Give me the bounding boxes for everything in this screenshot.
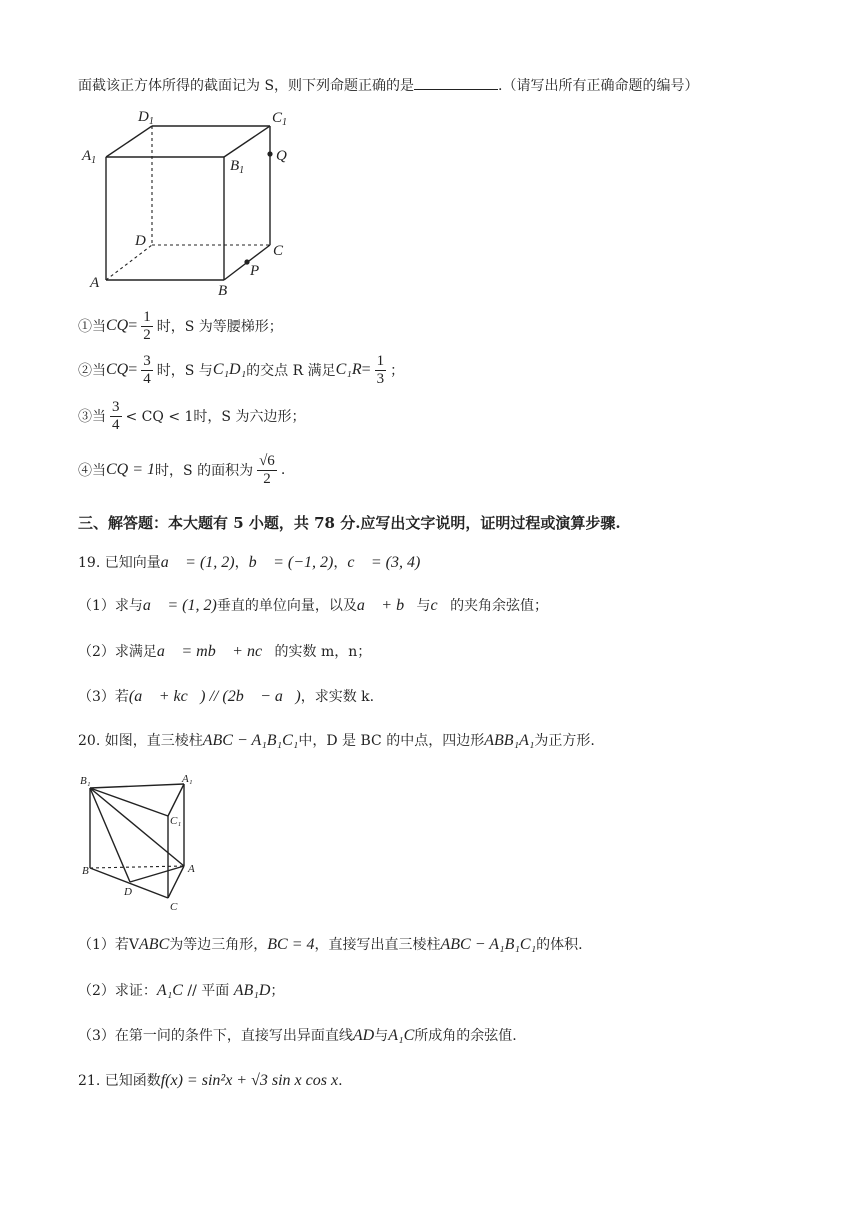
q20-part2: （2）求证：A₁C // 平面 AB₁D； <box>78 982 285 999</box>
label-d: D <box>124 886 132 898</box>
label-c: C <box>170 901 178 913</box>
item-4: ④当 CQ = 1 时，S 的面积为 $\frac{√6}{2}$ . <box>78 452 286 487</box>
fraction-1-2: $\frac{1}{2}$ <box>143 308 151 343</box>
label-a1: A₁ <box>182 773 193 785</box>
q20-part3: （3）在第一问的条件下，直接写出异面直线AD与A₁C所成角的余弦值. <box>78 1027 517 1044</box>
answer-blank[interactable] <box>414 77 498 90</box>
cube-figure <box>80 102 310 302</box>
item-1: ①当 CQ = $\frac{1}{2}$ 时，S 为等腰梯形； <box>78 308 283 343</box>
point-q <box>267 151 272 156</box>
point-p <box>244 259 249 264</box>
q20-part1: （1）若VABC为等边三角形，BC = 4，直接写出直三棱柱ABC − A₁B₁C₁的体积. <box>78 936 583 953</box>
label-a1: $A_1$ <box>82 148 97 166</box>
label-a: A <box>90 275 100 291</box>
section-heading: 三、解答题：本大题有 5 小题，共 78 分.应写出文字说明，证明过程或演算步骤. <box>78 514 621 532</box>
item-2: ②当 CQ = $\frac{3}{4}$ 时，S 与 C₁D₁ 的交点 R 满足 C₁R = $\frac{1}{3}$ ； <box>78 352 405 387</box>
intro-lead: 面截该正方体所得的截面记为 S，则下列命题正确的是 <box>78 78 415 94</box>
label-b: B <box>82 865 89 877</box>
q19-part1: （1）求与a⃗ = (1, 2)垂直的单位向量，以及a⃗ + b⃗与c⃗的夹角余弦值； <box>78 597 549 614</box>
prism-figure <box>78 770 208 918</box>
q19-part3: （3）若(a⃗ + kc⃗) // (2b⃗ − a⃗)，求实数 k. <box>78 688 375 705</box>
label-c1: $C_1$ <box>272 110 288 128</box>
q19-stem: 19. 已知向量a⃗ = (1, 2)，b⃗ = (−1, 2)，c⃗ = (3, 4) <box>78 554 421 571</box>
q20-stem: 20. 如图，直三棱柱ABC − A₁B₁C₁中，D 是 BC 的中点，四边形ABB₁A₁为正方形. <box>78 732 595 749</box>
label-q: Q <box>276 148 287 164</box>
intro-tail: .（请写出所有正确命题的编号） <box>498 78 699 94</box>
intro-line <box>78 75 699 95</box>
label-b: B <box>218 283 228 299</box>
label-a: A <box>188 863 195 875</box>
label-d: D <box>135 233 146 249</box>
fraction-1-3: $\frac{1}{3}$ <box>376 352 385 387</box>
label-c: C <box>273 243 284 259</box>
label-b1: $B_1$ <box>230 158 245 176</box>
q21-stem: 21. 已知函数f(x) = sin²x + √3 sin x cos x. <box>78 1072 343 1089</box>
q19-part2: （2）求满足a⃗ = mb⃗ + nc⃗的实数 m，n； <box>78 643 372 660</box>
label-b1: B₁ <box>80 775 91 787</box>
label-p: P <box>250 263 260 279</box>
item-3: ③当 $\frac{3}{4}$ < CQ < 1时，S 为六边形； <box>78 398 306 433</box>
label-c1: C₁ <box>170 815 182 827</box>
label-d1: $D_1$ <box>138 109 154 127</box>
fraction-3-4b: $\frac{3}{4}$ <box>112 398 120 433</box>
fraction-sqrt6-2: $\frac{√6}{2}$ <box>259 452 275 487</box>
fraction-3-4: $\frac{3}{4}$ <box>143 352 151 387</box>
